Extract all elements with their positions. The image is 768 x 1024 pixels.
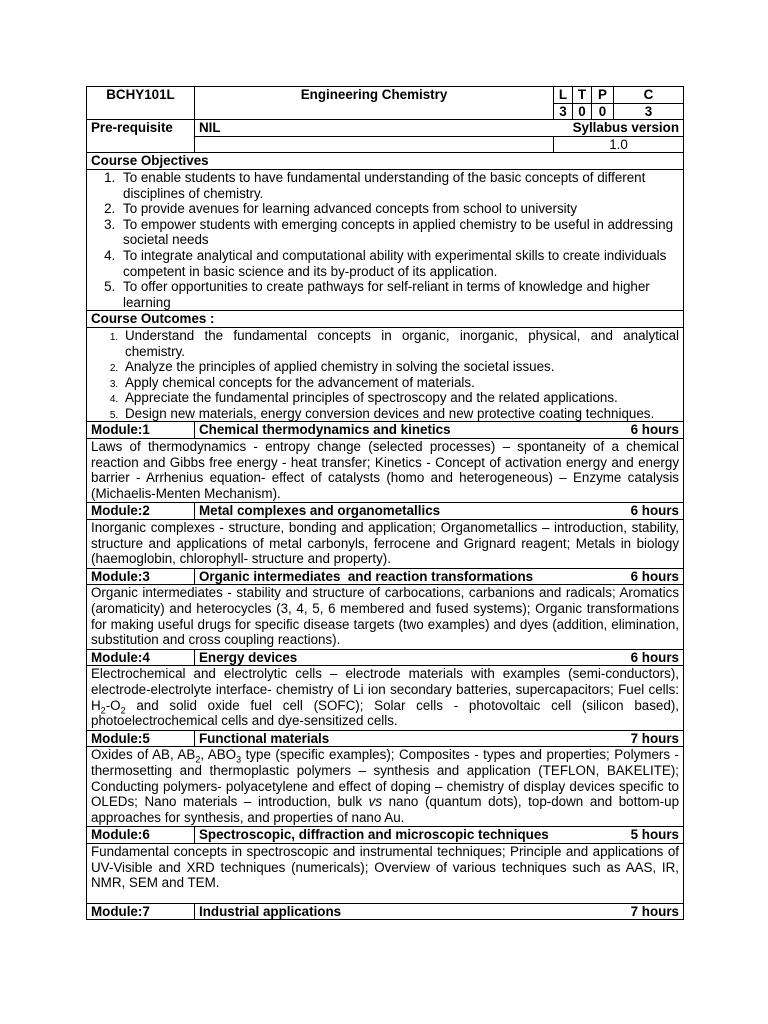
module-header-row xyxy=(87,730,684,747)
syllabus-sheet xyxy=(86,86,683,920)
module-label: Module:6 xyxy=(87,827,195,844)
module-label: Module:7 xyxy=(87,903,195,920)
outcomes-heading: Course Outcomes : xyxy=(87,311,684,328)
module-header-row xyxy=(87,568,684,585)
ltpc-header-p: P xyxy=(592,87,614,104)
outcome-item: 5. Design new materials, energy conversion devices and new protective coating techniques. xyxy=(121,406,679,422)
subscript: 2 xyxy=(120,705,126,716)
desc-text: Oxides of AB, AB xyxy=(91,747,196,763)
ltpc-value-l: 3 xyxy=(554,103,573,120)
module-hours: 6 hours xyxy=(614,649,684,666)
module-label: Module:5 xyxy=(87,730,195,747)
module-hours: 5 hours xyxy=(614,827,684,844)
objectives-heading: Course Objectives xyxy=(87,153,684,170)
course-code: BCHY101L xyxy=(87,87,195,120)
objective-item: 2. To provide avenues for learning advanced concepts from school to university xyxy=(119,201,679,217)
desc-italic: vs xyxy=(368,794,383,810)
objectives-list xyxy=(89,170,679,310)
module-label: Module:4 xyxy=(87,649,195,666)
course-header-row xyxy=(87,87,684,104)
module-header-row xyxy=(87,649,684,666)
module-title: Functional materials xyxy=(195,730,614,747)
desc-text: -O xyxy=(105,697,121,713)
ltpc-header-t: T xyxy=(573,87,592,104)
outcomes-list xyxy=(89,328,679,422)
prereq-empty-cell xyxy=(195,136,554,153)
objectives-list-cell xyxy=(87,169,684,310)
module-title: Spectroscopic, diffraction and microscopic techniques xyxy=(195,827,614,844)
module-description: Laws of thermodynamics - entropy change (selected processes) – spontaneity of a chemical reaction and Gibbs free energy - heat transfer; Kinetics - Concept of activation energy and energy barrier - Arrhenius equation- effect of catalysts (homo and heterogeneous) – Enzyme catalysis (Michaelis-Menten Mechanism). xyxy=(87,439,684,503)
course-title: Engineering Chemistry xyxy=(195,87,554,120)
objective-item: 3. To empower students with emerging concepts in applied chemistry to be useful in addressing societal needs xyxy=(119,217,679,248)
module-hours: 6 hours xyxy=(614,503,684,520)
module-header-row xyxy=(87,903,684,920)
module-hours: 7 hours xyxy=(614,730,684,747)
objective-item: 4. To integrate analytical and computational ability with experimental skills to create individuals competent in basic science and its by-product of its application. xyxy=(119,248,679,279)
module-label: Module:2 xyxy=(87,503,195,520)
module-header-row xyxy=(87,422,684,439)
subscript: 3 xyxy=(236,755,242,766)
ltpc-value-t: 0 xyxy=(573,103,592,120)
module-description xyxy=(87,747,684,827)
subscript: 2 xyxy=(100,705,106,716)
outcomes-list-cell xyxy=(87,327,684,422)
desc-text: and solid oxide fuel cell (SOFC); Solar cells - photovoltaic cell (silicon based), photoelectrochemical cells and dye-sensitized cells. xyxy=(91,697,680,729)
module-title: Energy devices xyxy=(195,649,614,666)
objective-item: 1. To enable students to have fundamental understanding of the basic concepts of different disciplines of chemistry. xyxy=(119,170,679,201)
ltpc-value-p: 0 xyxy=(592,103,614,120)
module-header-row xyxy=(87,503,684,520)
objective-item: 5. To offer opportunities to create pathways for self-reliant in terms of knowledge and higher learning xyxy=(119,279,679,310)
prereq-label: Pre-requisite xyxy=(87,120,195,153)
prereq-row xyxy=(87,120,684,137)
outcome-item: 4. Appreciate the fundamental principles of spectroscopy and the related applications. xyxy=(121,390,679,406)
outcome-item: 2. Analyze the principles of applied chemistry in solving the societal issues. xyxy=(121,359,679,375)
module-description: Inorganic complexes - structure, bonding and application; Organometallics – introduction, stability, structure and applications of metal carbonyls, ferrocene and Grignard reagent; Metals in biology (haemoglobin, chlorophyll- structure and property). xyxy=(87,520,684,569)
module-description: Fundamental concepts in spectroscopic and instrumental techniques; Principle and applications of UV-Visible and XRD techniques (numericals); Overview of various techniques such as AAS, IR, NMR, SEM and TEM. xyxy=(87,843,684,903)
module-title: Industrial applications xyxy=(195,903,614,920)
syllabus-table xyxy=(86,86,684,920)
module-title: Organic intermediates and reaction transformations xyxy=(195,568,614,585)
module-hours: 6 hours xyxy=(614,422,684,439)
module-description: Organic intermediates - stability and structure of carbocations, carbanions and radicals; Aromatics (aromaticity) and heterocycles (3, 4, 5, 6 membered and fused systems); Organic transformations for making useful drugs for specific disease targets (two examples) and dyes (addition, elimination, substitution and cross coupling reactions). xyxy=(87,585,684,649)
outcome-item: 3. Apply chemical concepts for the advancement of materials. xyxy=(121,375,679,391)
module-title: Chemical thermodynamics and kinetics xyxy=(195,422,614,439)
module-hours: 7 hours xyxy=(614,903,684,920)
desc-text: nano (quantum dots), top-down and bottom-up approaches for synthesis, and properties of nano Au. xyxy=(91,794,680,825)
desc-text: , ABO xyxy=(200,747,237,763)
subscript: 2 xyxy=(195,755,201,766)
desc-text: Electrochemical and electrolytic cells – electrode materials with examples (semi-conductors), electrode-electrolyte interface- chemistry of Li ion secondary batteries, supercapacitors; Fuel cells: H xyxy=(91,666,680,713)
desc-text: type (specific examples); Composites - types and properties; Polymers - thermosetting and thermoplastic polymers – synthesis and application (TEFLON, BAKELITE); Conducting polymers- polyacetylene and effect of doping – chemistry of display devices specific to OLEDs; Nano materials – introduction, bulk xyxy=(91,747,680,810)
module-hours: 6 hours xyxy=(614,568,684,585)
syllabus-version-value: 1.0 xyxy=(554,136,684,153)
syllabus-version-label: Syllabus version xyxy=(554,120,684,137)
module-header-row xyxy=(87,827,684,844)
ltpc-header-l: L xyxy=(554,87,573,104)
module-label: Module:3 xyxy=(87,568,195,585)
prereq-value: NIL xyxy=(195,120,554,137)
module-description xyxy=(87,666,684,730)
ltpc-value-c: 3 xyxy=(614,103,684,120)
outcome-item: 1. Understand the fundamental concepts in organic, inorganic, physical, and analytical chemistry. xyxy=(121,328,679,359)
module-title: Metal complexes and organometallics xyxy=(195,503,614,520)
ltpc-header-c: C xyxy=(614,87,684,104)
module-label: Module:1 xyxy=(87,422,195,439)
